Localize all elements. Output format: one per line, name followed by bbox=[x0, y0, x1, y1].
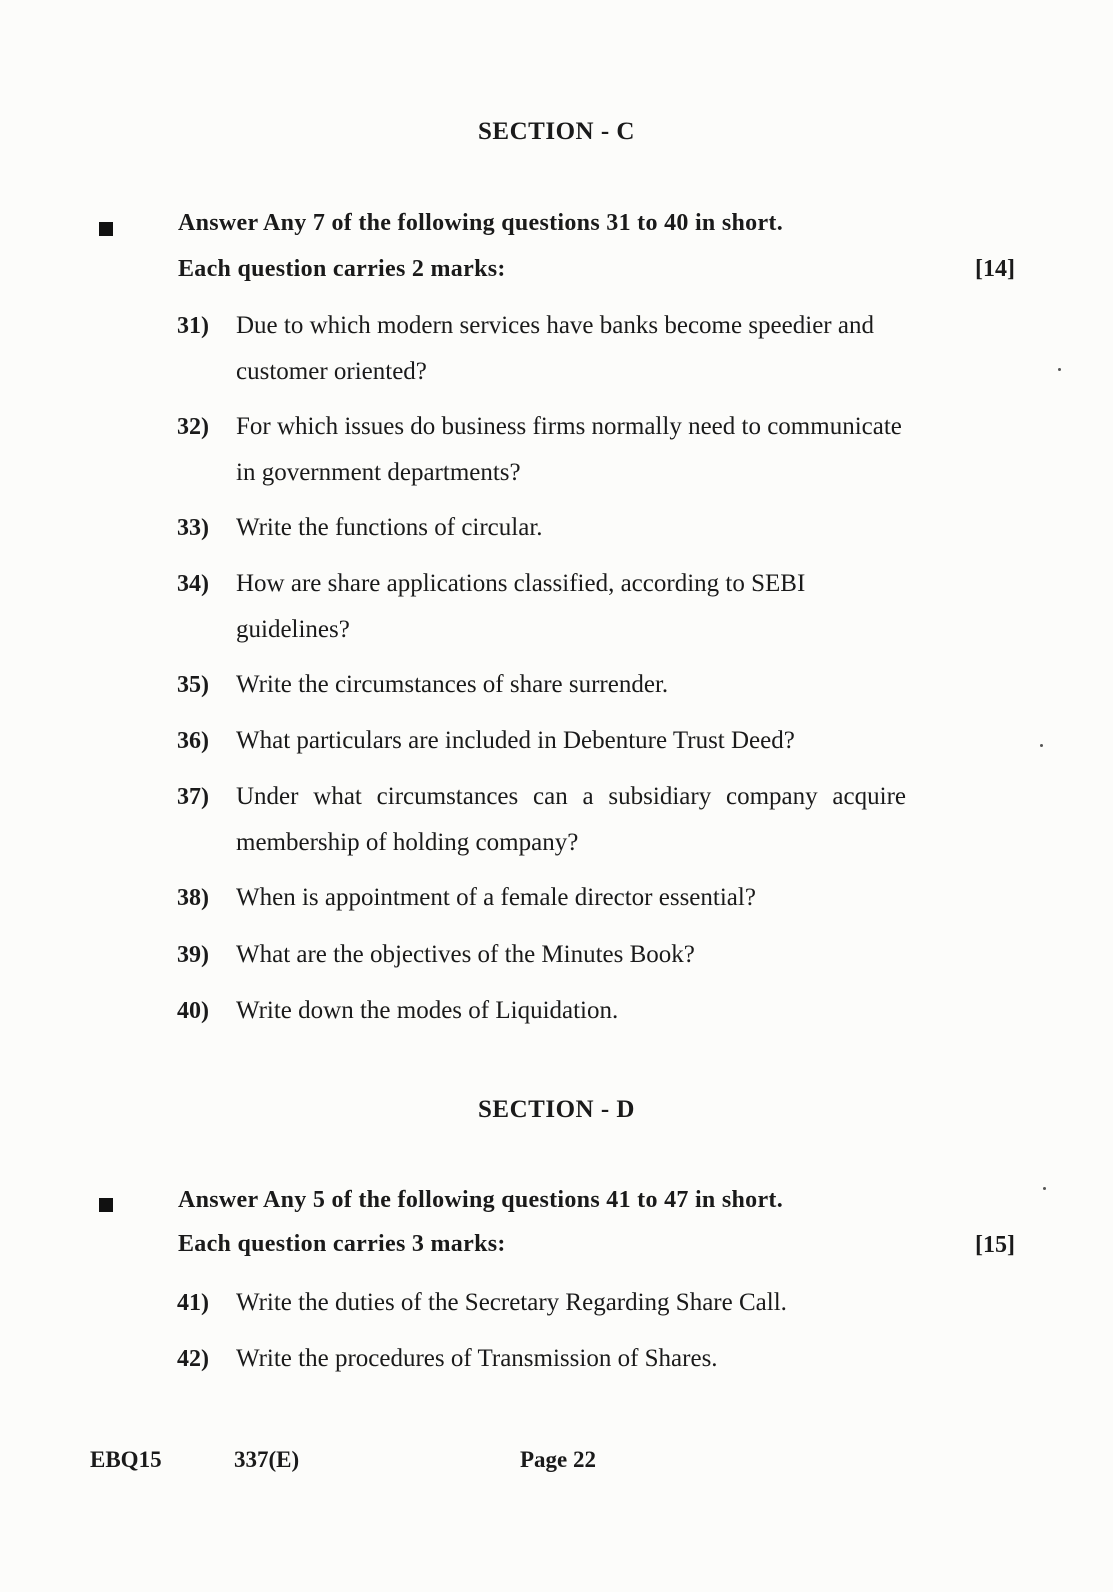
question-number: 31) bbox=[177, 313, 209, 339]
question-number: 33) bbox=[177, 515, 209, 541]
question-number: 42) bbox=[177, 1346, 209, 1372]
question-number: 36) bbox=[177, 728, 209, 754]
scan-speck bbox=[1058, 368, 1061, 371]
question-number: 40) bbox=[177, 998, 209, 1024]
question-text: What particulars are included in Debenture Trust Deed? bbox=[236, 727, 795, 754]
footer-page-number: Page 22 bbox=[520, 1447, 597, 1472]
question-text: Write the circumstances of share surrender. bbox=[236, 671, 669, 698]
section-d-marks: [15] bbox=[975, 1232, 1015, 1258]
section-c-instruction-line1: Answer Any 7 of the following questions 31 to 40 in short. bbox=[178, 210, 784, 236]
square-bullet-icon bbox=[99, 222, 113, 236]
question-number: 37) bbox=[177, 784, 209, 810]
question-text: Write down the modes of Liquidation. bbox=[236, 997, 619, 1024]
scan-speck bbox=[1040, 744, 1043, 747]
question-text: Under what circumstances can a subsidiary company acquire membership of holding company? bbox=[236, 783, 906, 856]
section-c-title: SECTION - C bbox=[478, 118, 635, 145]
question-number: 34) bbox=[177, 571, 209, 597]
question-text: For which issues do business firms normally need to communicate in government departments? bbox=[236, 413, 902, 486]
question-text: How are share applications classified, according to SEBI guidelines? bbox=[236, 570, 806, 643]
question-number: 41) bbox=[177, 1290, 209, 1316]
square-bullet-icon bbox=[99, 1198, 113, 1212]
question-text: Write the functions of circular. bbox=[236, 514, 543, 541]
footer-exam-code: EBQ15 bbox=[90, 1447, 162, 1472]
question-text: When is appointment of a female director essential? bbox=[236, 884, 756, 911]
question-number: 32) bbox=[177, 414, 209, 440]
section-d-instruction-line2: Each question carries 3 marks: bbox=[178, 1231, 506, 1257]
section-c-marks: [14] bbox=[975, 256, 1015, 282]
question-number: 35) bbox=[177, 672, 209, 698]
question-text: Due to which modern services have banks become speedier and customer oriented? bbox=[236, 312, 874, 385]
question-text: Write the procedures of Transmission of Shares. bbox=[236, 1345, 718, 1372]
question-text: Write the duties of the Secretary Regarding Share Call. bbox=[236, 1289, 787, 1316]
section-d-instruction-line1: Answer Any 5 of the following questions 41 to 47 in short. bbox=[178, 1187, 784, 1213]
footer-paper-code: 337(E) bbox=[234, 1447, 300, 1472]
section-c-instruction-line2: Each question carries 2 marks: bbox=[178, 256, 506, 282]
question-number: 38) bbox=[177, 885, 209, 911]
section-d-title: SECTION - D bbox=[478, 1096, 635, 1123]
question-text: What are the objectives of the Minutes Book? bbox=[236, 941, 695, 968]
question-number: 39) bbox=[177, 942, 209, 968]
scan-speck bbox=[1043, 1187, 1046, 1190]
